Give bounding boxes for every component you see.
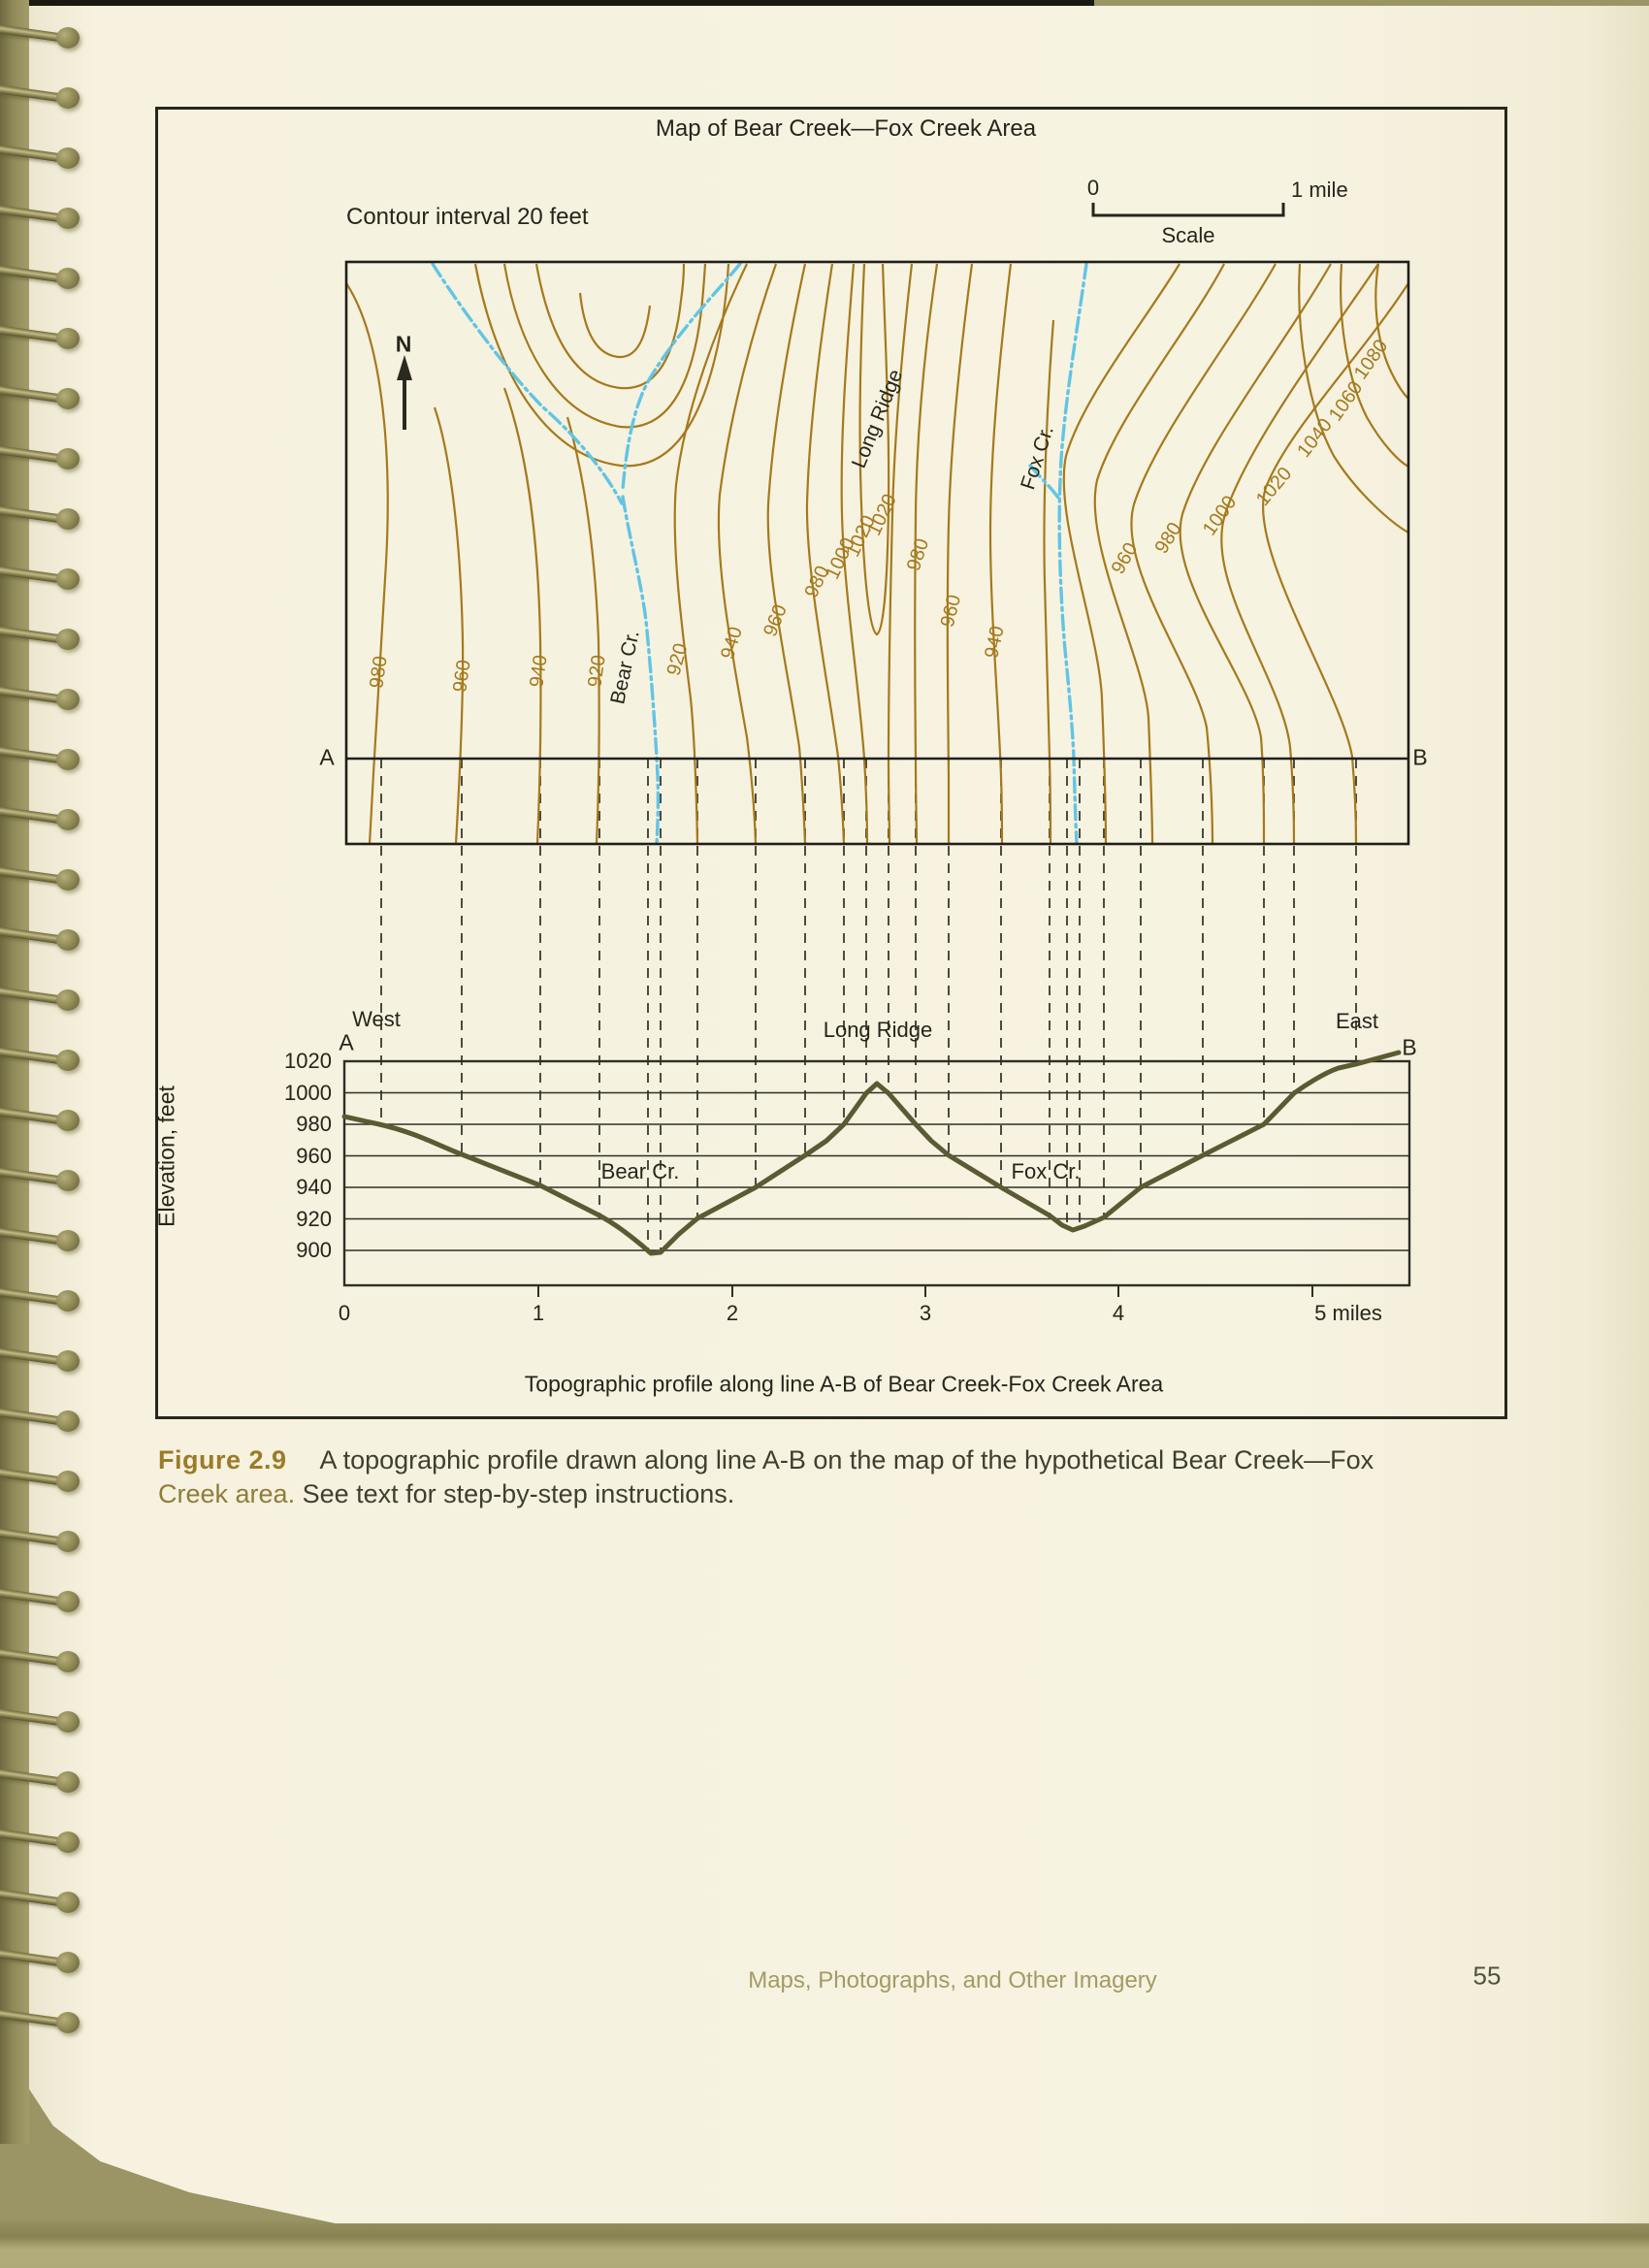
spiral-coil-tip bbox=[56, 1952, 80, 1973]
figure-caption-accent: Creek area. bbox=[158, 1479, 296, 1508]
spiral-coil-tip bbox=[56, 1651, 80, 1672]
contour-value-label: 960 bbox=[1107, 538, 1143, 578]
contour-value-label: 940 bbox=[526, 653, 552, 689]
spiral-coil-tip bbox=[56, 1471, 80, 1492]
contour-value-label: 940 bbox=[717, 624, 747, 663]
profile-long-ridge-label: Long Ridge bbox=[823, 1018, 933, 1042]
running-footer: Maps, Photographs, and Other Imagery bbox=[748, 1967, 1157, 1993]
contour-value-label: 1060 bbox=[1324, 377, 1368, 426]
profile-caption: Topographic profile along line A-B of Bear Creek-Fox Creek Area bbox=[524, 1371, 1164, 1397]
profile-bear-creek-label: Bear Cr. bbox=[600, 1159, 680, 1183]
elevation-axis-label: 940 bbox=[296, 1175, 332, 1199]
profile-west-label: West bbox=[352, 1007, 401, 1031]
elevation-axis-label: 1020 bbox=[284, 1049, 332, 1073]
scale-zero-label: 0 bbox=[1086, 176, 1100, 200]
elevation-axis-label: 900 bbox=[296, 1238, 332, 1262]
contour-value-label: 1000 bbox=[1198, 492, 1242, 540]
elevation-axis-label: 980 bbox=[296, 1112, 332, 1136]
mile-axis-label: 5 miles bbox=[1314, 1301, 1382, 1325]
scale-caption: Scale bbox=[1161, 223, 1215, 247]
map-bear-creek-label: Bear Cr. bbox=[606, 628, 644, 706]
profile-east-label: East bbox=[1335, 1009, 1379, 1033]
figure-caption bbox=[158, 1443, 1448, 1511]
profile-point-A: A bbox=[339, 1029, 354, 1055]
north-label: N bbox=[395, 331, 412, 357]
map-title: Map of Bear Creek—Fox Creek Area bbox=[655, 115, 1037, 142]
contour-value-label: 980 bbox=[902, 535, 934, 574]
mile-axis-label: 0 bbox=[338, 1301, 351, 1325]
contour-value-label: 980 bbox=[800, 563, 834, 601]
map-point-A: A bbox=[319, 744, 335, 770]
mile-axis-label: 1 bbox=[532, 1301, 545, 1325]
contour-value-label: 940 bbox=[981, 624, 1009, 661]
elevation-axis-label: 960 bbox=[296, 1143, 332, 1168]
figure-frame bbox=[155, 107, 1507, 1419]
page-number: 55 bbox=[1472, 1960, 1502, 1991]
elevation-axis-label: 920 bbox=[296, 1206, 332, 1231]
contour-value-label: 960 bbox=[449, 658, 475, 694]
contour-value-label: 1020 bbox=[863, 490, 901, 539]
spiral-coil-tip bbox=[56, 1591, 80, 1612]
contour-value-label: 1000 bbox=[822, 534, 859, 583]
map-fox-creek-label: Fox Cr. bbox=[1017, 423, 1058, 493]
contour-value-label: 980 bbox=[366, 654, 392, 690]
spiral-coil-tip bbox=[56, 1531, 80, 1552]
contour-value-label: 1020 bbox=[1251, 463, 1297, 510]
contour-value-label: 1020 bbox=[842, 511, 880, 561]
contour-value-label: 920 bbox=[584, 653, 610, 689]
spiral-coil-tip bbox=[56, 1771, 80, 1793]
profile-y-axis-title: Elevation, feet bbox=[153, 1085, 179, 1227]
elevation-axis-label: 1000 bbox=[284, 1080, 332, 1105]
contour-value-label: 920 bbox=[663, 640, 693, 678]
figure-caption-line2: See text for step-by-step instructions. bbox=[295, 1479, 735, 1508]
mile-axis-label: 2 bbox=[726, 1301, 739, 1325]
mile-axis-label: 4 bbox=[1112, 1301, 1125, 1325]
contour-value-label: 960 bbox=[936, 593, 966, 630]
profile-point-B: B bbox=[1402, 1034, 1417, 1060]
contour-value-label: 1040 bbox=[1293, 414, 1337, 462]
figure-caption-lead: Figure 2.9 bbox=[158, 1445, 287, 1474]
figure-caption-line1: A topographic profile drawn along line A-B on the map of the hypothetical Bear Creek—Fox bbox=[319, 1445, 1374, 1474]
spiral-coil-tip bbox=[56, 1831, 80, 1853]
contour-value-label: 960 bbox=[760, 601, 792, 640]
contour-value-label: 980 bbox=[1150, 518, 1186, 558]
spiral-coil-tip bbox=[56, 1711, 80, 1733]
spiral-coil-tip bbox=[56, 1892, 80, 1913]
map-point-B: B bbox=[1412, 744, 1428, 770]
map-long-ridge-label: Long Ridge bbox=[847, 366, 908, 471]
profile-fox-creek-label: Fox Cr. bbox=[1011, 1159, 1081, 1183]
contour-interval-note: Contour interval 20 feet bbox=[346, 204, 589, 230]
spiral-coil-tip bbox=[56, 2012, 80, 2033]
contour-value-label: 1080 bbox=[1349, 336, 1393, 384]
scale-mile-label: 1 mile bbox=[1291, 178, 1348, 202]
mile-axis-label: 3 bbox=[919, 1301, 932, 1325]
